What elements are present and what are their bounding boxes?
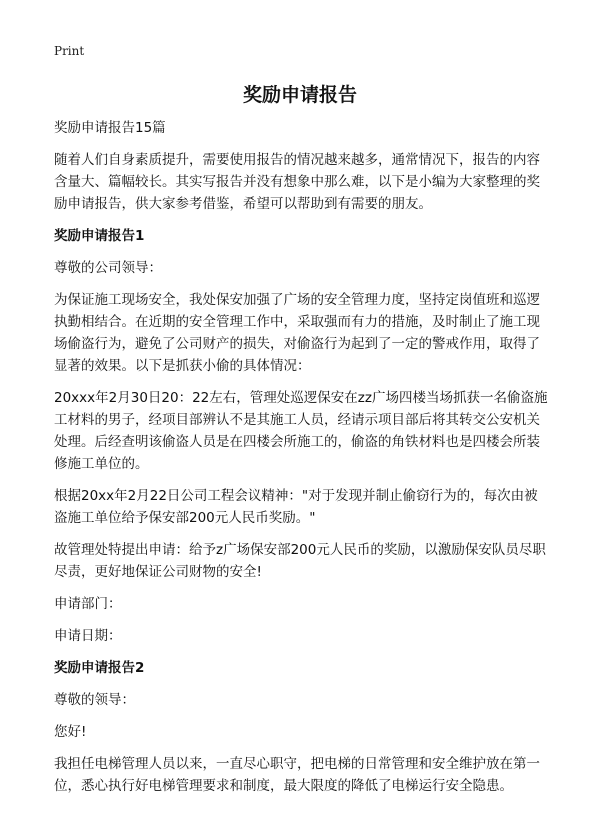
section1-salutation: 尊敬的公司领导： — [54, 260, 162, 276]
print-link[interactable]: Print — [54, 44, 85, 58]
section2-paragraph-1: 我担任电梯管理人员以来，一直尽心职守，把电梯的日常管理和安全维护放在第一位，悉心执行好电梯管理要求和制度，最大限度的降低了电梯运行安全隐患。 — [54, 756, 540, 794]
section1-paragraph-3: 根据20xx年2月22日公司工程会议精神："对于发现并制止偷窃行为的，每次由被盗施工单位给予保安部200元人民币奖励。" — [54, 488, 538, 526]
section1-paragraph-2: 20xxx年2月30日20：22左右，管理处巡逻保安在zz广场四楼当场抓获一名偷盗施工材料的男子，经项目部辨认不是其施工人员，经请示项目部后将其转交公安机关处理。后经查明该偷盗人员是在四楼会所施工的，偷盗的角铁材料也是四楼会所装修施工单位的。 — [54, 390, 548, 472]
section1-department: 申请部门： — [54, 596, 122, 612]
document-body — [54, 117, 550, 807]
document-subtitle: 奖励申请报告15篇 — [54, 120, 166, 136]
document-title: 奖励申请报告 — [242, 84, 357, 106]
section1-date: 申请日期： — [54, 628, 122, 644]
section2-greeting: 您好! — [54, 724, 87, 740]
section2-salutation: 尊敬的领导： — [54, 692, 135, 708]
section2-heading: 奖励申请报告2 — [54, 660, 145, 676]
section1-paragraph-1: 为保证施工现场安全，我处保安加强了广场的安全管理力度，坚持定岗值班和巡逻执勤相结合。在近期的安全管理工作中，采取强而有力的措施，及时制止了施工现场偷盗行为，避免了公司财产的损失，对偷盗行为起到了一定的警戒作用，取得了显著的效果。以下是抓获小偷的具体情况： — [54, 292, 540, 374]
section1-heading: 奖励申请报告1 — [54, 228, 145, 244]
intro-paragraph: 随着人们自身素质提升，需要使用报告的情况越来越多，通常情况下，报告的内容含量大、篇幅较长。其实写报告并没有想象中那么难，以下是小编为大家整理的奖励申请报告，供大家参考借鉴，希望可以帮助到有需要的朋友。 — [54, 152, 540, 212]
section1-paragraph-4: 故管理处特提出申请：给予z广场保安部200元人民币的奖励，以激励保安队员尽职尽责，更好地保证公司财物的安全! — [54, 542, 546, 580]
